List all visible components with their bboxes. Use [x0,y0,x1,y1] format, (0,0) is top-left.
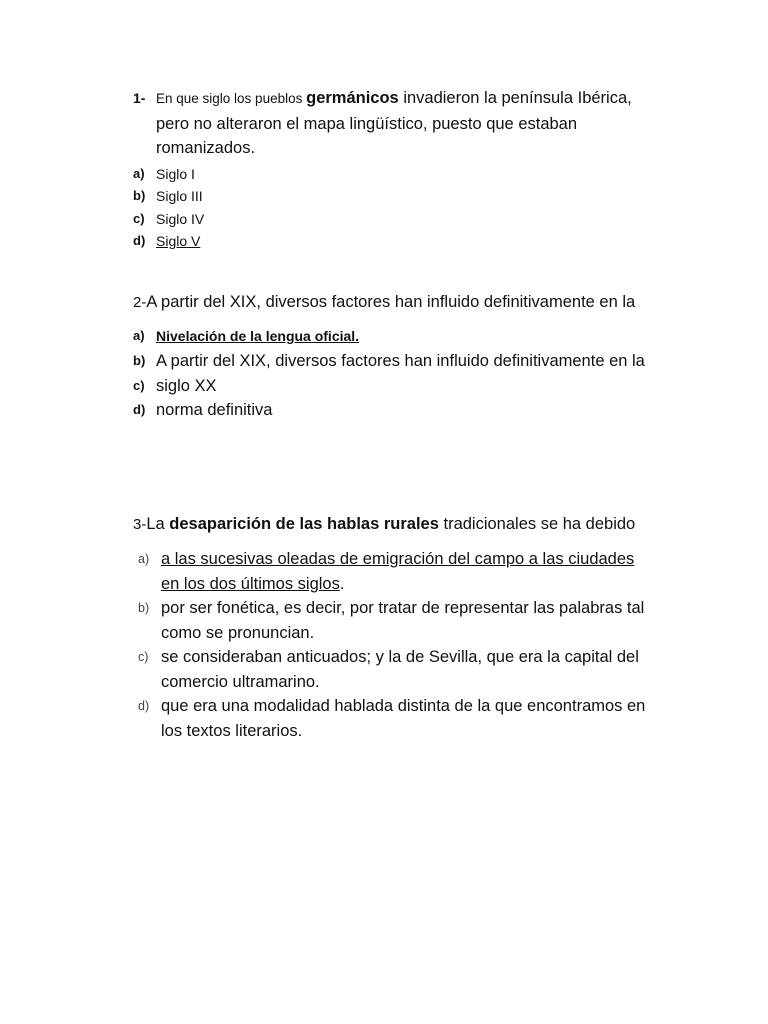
option-text: por ser fonética, es decir, por tratar de representar las palabras tal como se pronuncian. [161,599,645,642]
question-2 [110,290,655,423]
question-1-number: 1- [133,90,146,106]
option-letter: a) [133,328,145,343]
option-letter: a) [133,165,145,181]
question-2-option-a [133,325,655,347]
option-letter: d) [133,402,146,417]
question-1-option-c [133,208,653,231]
question-1-stem-part1: En que siglo los pueblos [156,91,307,106]
option-text: norma definitiva [156,401,273,419]
question-1-option-d [133,230,653,253]
question-2-option-d [133,398,655,423]
option-letter: c) [133,210,145,226]
question-3-stem [110,512,655,537]
question-1 [133,86,653,253]
question-1-option-b [133,185,653,208]
option-text: siglo XX [156,376,217,395]
question-1-stem-bold: germánicos [306,89,399,107]
question-3-option-c [138,645,655,694]
question-3-stem-bold: desaparición de las hablas rurales [169,515,439,533]
question-3-option-d [138,694,655,743]
option-text: Siglo III [156,188,203,204]
option-text: Siglo I [156,165,195,182]
option-letter: d) [133,233,146,248]
question-1-option-a [133,163,653,186]
question-1-stem-part2: invadieron la península Ibérica, pero no alteraron el mapa lingüístico, puesto que estaban romanizados. [156,89,632,157]
option-text-wrap [161,547,655,596]
question-2-stem-text: A partir del XIX, diversos factores han influido definitivamente en la [146,293,636,311]
option-letter: c) [138,650,149,664]
question-3-stem-part1: La [146,515,170,533]
option-text: A partir del XIX, diversos factores han influido definitivamente en la [156,352,645,370]
option-text: Siglo IV [156,210,205,227]
question-3-stem-part2: tradicionales se ha debido [438,515,636,533]
option-trailing-period: . [339,574,345,593]
option-letter: c) [133,377,145,393]
question-2-number: 2- [133,294,147,311]
question-3-option-a [138,547,655,596]
option-letter: b) [138,601,150,615]
option-text: se consideraban anticuados; y la de Sevilla, que era la capital del comercio ultramarino. [161,648,639,691]
question-3-number: 3- [133,516,147,533]
question-3-options [110,547,655,743]
question-3-option-b [138,596,655,645]
question-2-option-c [133,374,655,399]
question-1-header [133,86,653,161]
question-2-option-b [133,349,655,374]
option-text-correct: Nivelación de la lengua oficial. [156,328,360,344]
option-letter: d) [138,699,150,713]
option-letter: a) [138,552,150,566]
question-1-stem [156,86,653,161]
question-3 [110,512,655,743]
question-2-options [110,325,655,423]
option-text-correct: Siglo V [156,233,201,249]
question-1-options [133,163,653,253]
option-text-correct: a las sucesivas oleadas de emigración del campo a las ciudades en los dos últimos siglos [161,550,635,593]
option-letter: b) [133,353,146,368]
option-letter: b) [133,188,146,203]
option-text: que era una modalidad hablada distinta de la que encontramos en los textos literarios. [161,697,646,740]
question-2-stem [110,290,655,315]
